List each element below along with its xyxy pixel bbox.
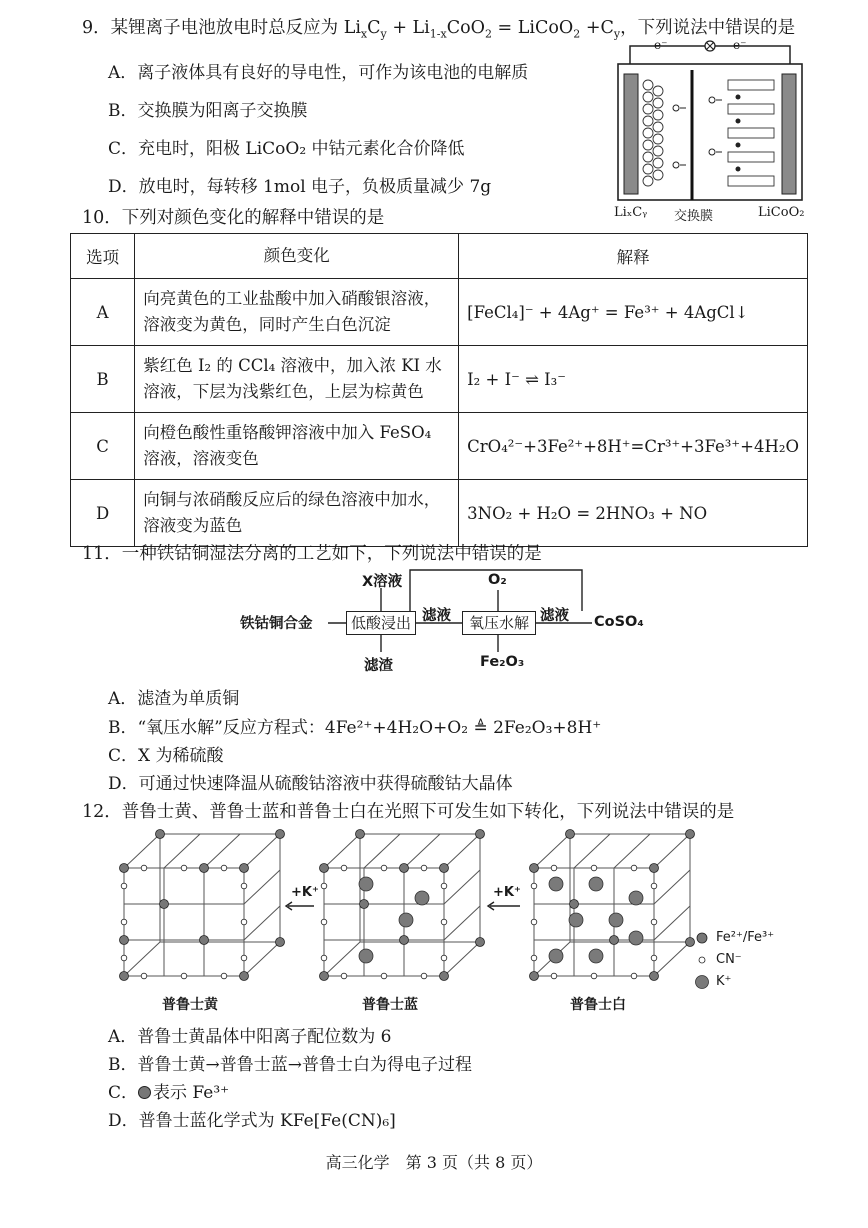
electron-left-label: e⁻ [654,38,668,52]
flow-filtrate-1: 滤液 [422,608,451,624]
caption-prussian-blue: 普鲁士蓝 [362,997,418,1013]
caption-prussian-white: 普鲁士白 [570,997,626,1013]
table-cell: A [71,279,135,346]
cube-prussian-blue [324,834,480,976]
table-header-row [71,234,808,279]
q11-stem: 11．一种铁钴铜湿法分离的工艺如下，下列说法中错误的是 [82,544,542,564]
fe-legend-icon [697,933,707,943]
q10-table [70,233,808,547]
table-header: 选项 [71,234,135,279]
q11-option-b: B．“氧压水解”反应方程式：4Fe²⁺+4H₂O+O₂ ≜ 2Fe₂O₃+8H⁺ [108,718,602,738]
q12-option-c: C． 表示 Fe³⁺ [108,1083,230,1103]
legend-cn: CN⁻ [716,952,742,967]
table-cell: C [71,413,135,480]
q9-option-c: C．充电时，阳极 LiCoO₂ 中钴元素化合价降低 [108,139,465,159]
table-cell: 3NO₂ + H₂O = 2HNO₃ + NO [459,480,808,547]
q9-stem: 9．某锂离子电池放电时总反应为 $Li_xC_y + Li_{1-x}CoO_2$ = LiCoO$_2$ $+C_y$，下列说法中错误的是 [82,18,796,41]
table-row [71,346,808,413]
q12-option-d: D．普鲁士蓝化学式为 KFe[Fe(CN)₆] [108,1111,396,1131]
flow-product: CoSO₄ [594,614,644,630]
table-cell: 向橙色酸性重铬酸钾溶液中加入 FeSO₄ 溶液，溶液变色 [135,413,459,480]
electron-right-label: e⁻ [733,38,747,52]
fe3-dot-icon [138,1086,151,1099]
legend-markers [694,930,714,992]
flow-x-solution: X溶液 [362,574,403,590]
flow-step-hydrolysis: 氧压水解 [462,611,536,635]
q12-stem: 12．普鲁士黄、普鲁士蓝和普鲁士白在光照下可发生如下转化，下列说法中错误的是 [82,802,735,822]
cube-prussian-yellow [124,834,280,976]
q9-option-d: D．放电时，每转移 1mol 电子，负极质量减少 7g [108,177,492,197]
q9-option-a: A．离子液体具有良好的导电性，可作为该电池的电解质 [108,63,529,83]
membrane-label: 交换膜 [674,209,714,224]
table-cell: 向铜与浓硝酸反应后的绿色溶液中加水，溶液变为蓝色 [135,480,459,547]
table-cell: [FeCl₄]⁻ + 4Ag⁺ = Fe³⁺ + 4AgCl↓ [459,279,808,346]
table-cell: 紫红色 I₂ 的 CCl₄ 溶液中，加入浓 KI 水溶液，下层为浅紫红色，上层为棕黄色 [135,346,459,413]
q10-stem: 10．下列对颜色变化的解释中错误的是 [82,208,385,228]
q11-option-c: C．X 为稀硫酸 [108,746,224,766]
arrow-label-1: +K⁺ [291,885,319,900]
table-cell: I₂ + I⁻ ⇌ I₃⁻ [459,346,808,413]
table-cell: B [71,346,135,413]
k-legend-icon [696,976,709,989]
flow-fe2o3: Fe₂O₃ [480,654,525,670]
flow-o2: O₂ [488,572,507,588]
battery-diagram [610,40,810,205]
table-row [71,279,808,346]
table-cell: D [71,480,135,547]
flow-residue: 滤渣 [364,658,393,674]
prussian-crystal-figure [110,826,710,988]
q12-option-a: A．普鲁士黄晶体中阳离子配位数为 6 [108,1027,392,1047]
table-row [71,480,808,547]
table-row [71,413,808,480]
table-header: 解释 [459,234,808,279]
table-cell: CrO₄²⁻+3Fe²⁺+8H⁺=Cr³⁺+3Fe³⁺+4H₂O [459,413,808,480]
flow-step-leaching: 低酸浸出 [346,611,416,635]
legend-k: K⁺ [716,974,732,989]
table-cell: 向亮黄色的工业盐酸中加入硝酸银溶液，溶液变为黄色，同时产生白色沉淀 [135,279,459,346]
page-footer: 高三化学 第 3 页（共 8 页） [325,1153,543,1172]
arrow-label-2: +K⁺ [493,885,521,900]
q9-option-b: B．交换膜为阳离子交换膜 [108,101,308,121]
q11-option-a: A．滤渣为单质铜 [108,689,240,709]
cn-legend-icon [699,957,705,963]
right-electrode-label: LiCoO₂ [758,205,805,220]
left-electrode-label: LiₓCᵧ [614,205,648,220]
legend-fe: Fe²⁺/Fe³⁺ [716,930,775,945]
q12-option-b: B．普鲁士黄→普鲁士蓝→普鲁士白为得电子过程 [108,1055,472,1075]
q11-option-d: D．可通过快速降温从硫酸钴溶液中获得硫酸钴大晶体 [108,774,513,794]
table-header: 颜色变化 [135,234,459,279]
flow-feed: 铁钴铜合金 [240,616,313,632]
caption-prussian-yellow: 普鲁士黄 [162,997,218,1013]
flow-filtrate-2: 滤液 [540,608,569,624]
